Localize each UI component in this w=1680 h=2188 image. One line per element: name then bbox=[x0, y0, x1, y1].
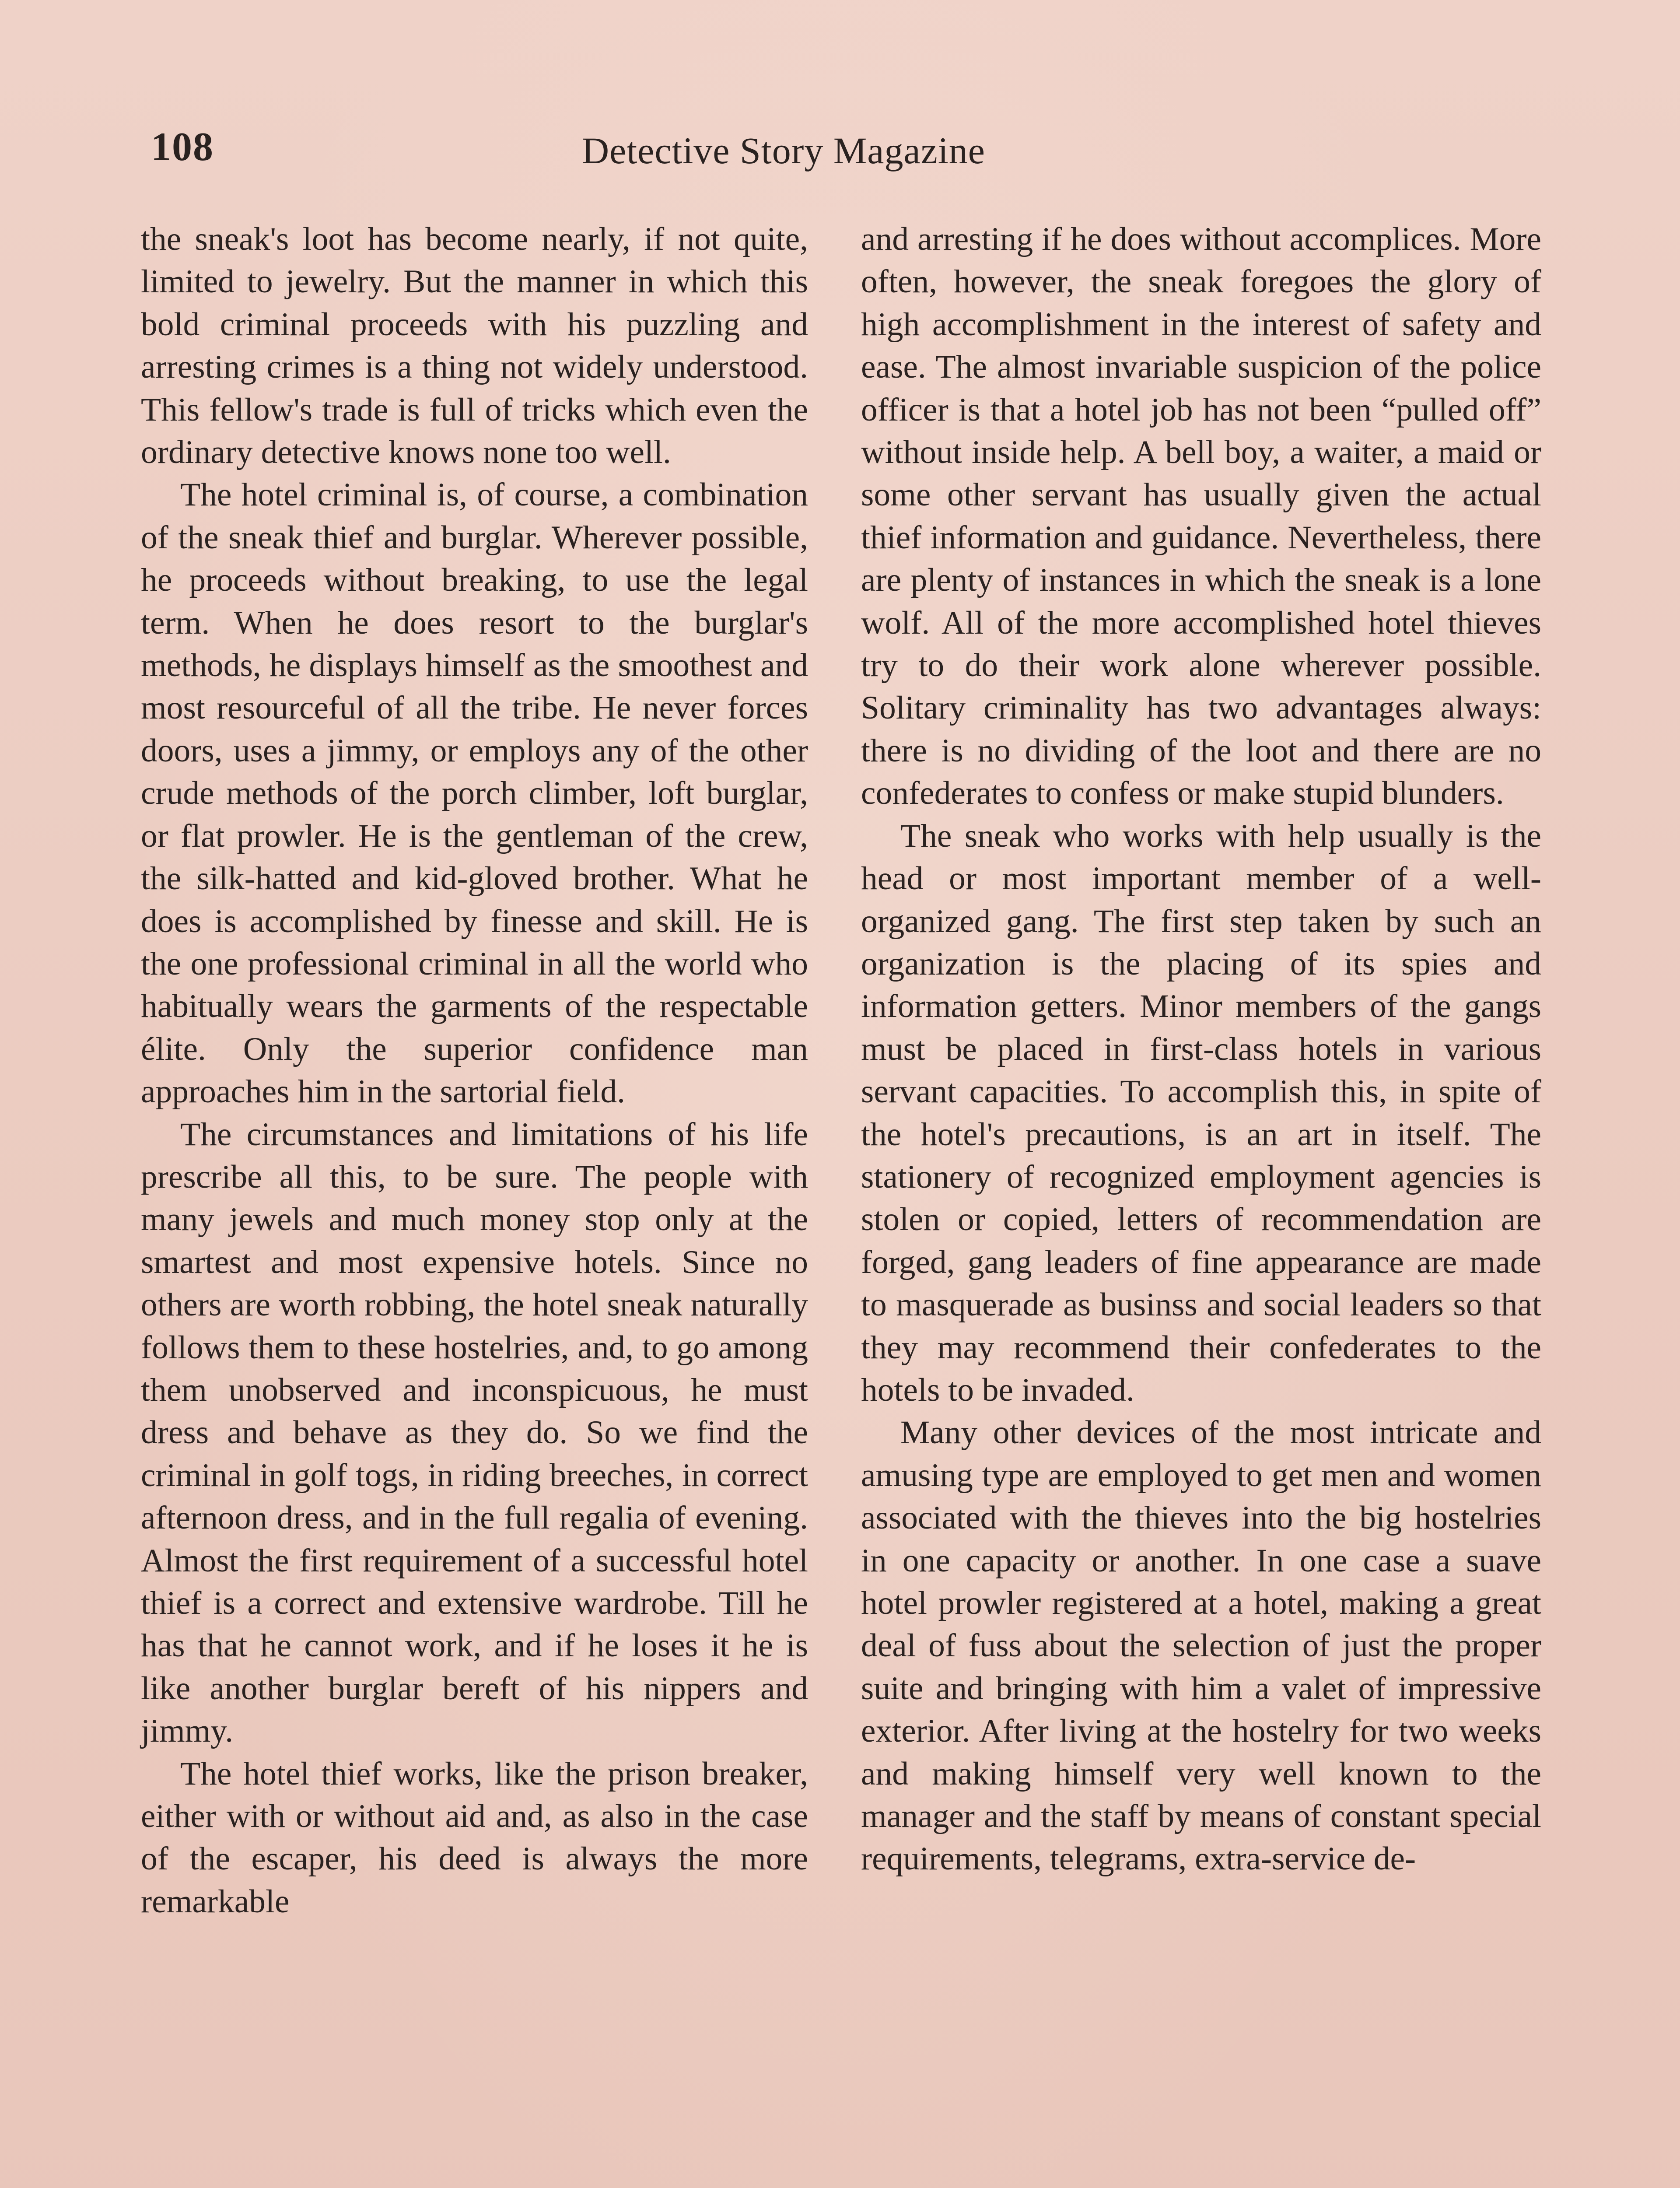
paragraph: The hotel thief works, like the prison breaker, either with or without aid and, as also in the case of the escaper, his deed is always the more remarkable bbox=[141, 1755, 808, 1920]
paragraph: and arresting if he does without accomplices. More often, however, the sneak foregoes the glory of high accomplishment in the interest of safety and ease. The almost invariable suspicion of the police officer is that a hotel job has not been “pulled off” without inside help. A bell boy, a waiter, a maid or some other servant has usually given the actual thief information and guidance. Nevertheless, there are plenty of instances in which the sneak is a lone wolf. All of the more accomplished hotel thieves try to do their work alone wherever possible. Solitary criminality has two advantages always: there is no dividing of the loot and there are no confederates to confess or make stupid blunders. bbox=[861, 221, 1541, 812]
paragraph: The hotel criminal is, of course, a combination of the sneak thief and burglar. Wherever possible, he proceeds without breaking, to use the legal term. When he does resort to the burglar's methods, he displays himself as the smoothest and most resourceful of all the tribe. He never forces doors, uses a jimmy, or employs any of the other crude methods of the porch climber, loft burglar, or flat prowler. He is the gentleman of the crew, the silk-hatted and kid-gloved brother. What he does is accomplished by finesse and skill. He is the one professional criminal in all the world who habitually wears the garments of the respectable élite. Only the superior confidence man approaches him in the sartorial field. bbox=[141, 477, 808, 1110]
left-column bbox=[141, 218, 808, 1923]
right-column bbox=[861, 218, 1541, 1880]
page-number: 108 bbox=[151, 124, 214, 169]
paragraph: the sneak's loot has become nearly, if not quite, limited to jewelry. But the manner in which this bold criminal proceeds with his puzzling and arresting crimes is a thing not widely understood. This fellow's trade is full of tricks which even the ordinary detective knows none too well. bbox=[141, 221, 808, 471]
paragraph: The circumstances and limitations of his life prescribe all this, to be sure. The people with many jewels and much money stop only at the smartest and most expensive hotels. Since no others are worth robbing, the hotel sneak naturally follows them to these hostelries, and, to go among them unobserved and inconspicuous, he must dress and behave as they do. So we find the criminal in golf togs, in riding breeches, in correct afternoon dress, and in the full regalia of evening. Almost the first requirement of a successful hotel thief is a correct and extensive wardrobe. Till he has that he cannot work, and if he loses it he is like another burglar bereft of his nippers and jimmy. bbox=[141, 1116, 808, 1750]
running-head-title: Detective Story Magazine bbox=[582, 130, 985, 172]
paragraph: The sneak who works with help usually is the head or most important member of a well-organized gang. The first step taken by such an organization is the placing of its spies and information getters. Minor members of the gangs must be placed in first-class hotels in various servant capacities. To accomplish this, in spite of the hotel's precautions, is an art in itself. The stationery of recognized employment agencies is stolen or copied, letters of recommendation are forged, gang leaders of fine appearance are made to masquerade as businss and social leaders so that they may recommend their confederates to the hotels to be invaded. bbox=[861, 817, 1541, 1408]
paragraph: Many other devices of the most intricate and amusing type are employed to get men and women associated with the thieves into the big hostelries in one capacity or another. In one case a suave hotel prowler registered at a hotel, making a great deal of fuss about the selection of just the proper suite and bringing with him a valet of impressive exterior. After living at the hostelry for two weeks and making himself very well known to the manager and the staff by means of constant special requirements, telegrams, extra-service de- bbox=[861, 1414, 1541, 1877]
